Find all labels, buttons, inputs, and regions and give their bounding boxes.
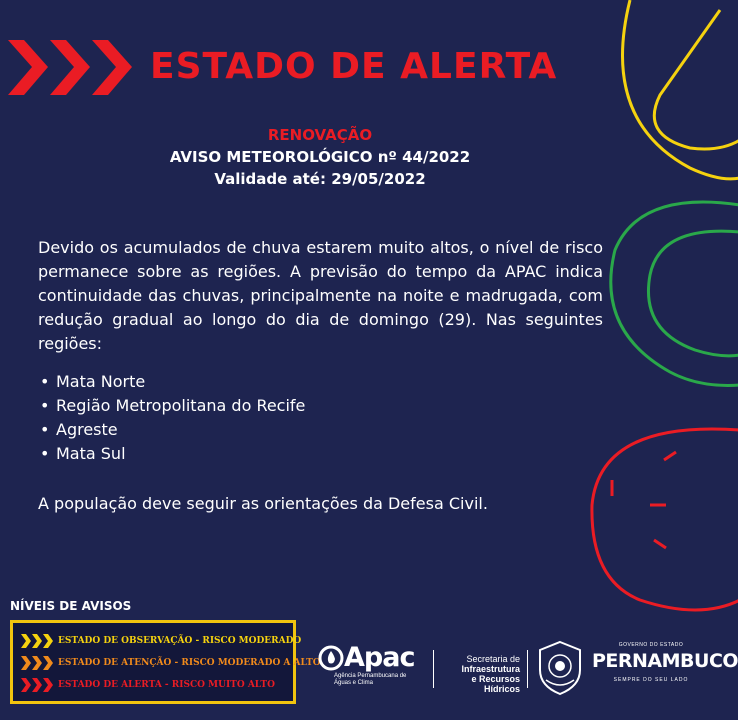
level-attention [21, 655, 321, 671]
list-item: • Região Metropolitana do Recife [38, 394, 603, 418]
secretaria-line-3: e Recursos Hídricos [471, 674, 520, 694]
state-seal-icon [534, 640, 586, 696]
closing-instruction: A população deve seguir as orientações da Defesa Civil. [38, 494, 488, 513]
wind-icon [611, 202, 738, 385]
bulletin-number: AVISO METEOROLÓGICO nº 44/2022 [169, 148, 471, 166]
secretaria-logo [440, 654, 520, 694]
apac-logo [318, 642, 414, 673]
notice-header [0, 124, 640, 190]
triple-chevron-icon [21, 656, 55, 670]
levels-title: NÍVEIS DE AVISOS [10, 599, 132, 613]
list-item: • Agreste [38, 418, 603, 442]
triple-chevron-icon [8, 40, 133, 95]
page-title: ESTADO DE ALERTA [150, 46, 558, 87]
sun-icon [592, 429, 738, 610]
triple-chevron-icon [21, 634, 55, 648]
divider [433, 650, 434, 688]
secretaria-line-1: Secretaria de [466, 654, 520, 664]
list-item: • Mata Norte [38, 370, 603, 394]
renewal-label: RENOVAÇÃO [267, 126, 373, 144]
state-name: PERNAMBUCO [592, 650, 738, 672]
levels-legend [10, 620, 321, 704]
region-list [38, 370, 603, 466]
level-label: ESTADO DE ATENÇÃO - RISCO MODERADO A ALTO [58, 658, 321, 668]
triple-chevron-icon [21, 678, 55, 692]
notice-body [38, 236, 603, 516]
apac-subtitle: Agência Pernambucana de Águas e Clima [334, 673, 407, 686]
state-slogan: SEMPRE DO SEU LADO [613, 677, 689, 683]
list-item: • Mata Sul [38, 442, 603, 466]
secretaria-line-2: Infraestrutura [461, 664, 520, 674]
validity-date: Validade até: 29/05/2022 [214, 170, 426, 188]
level-label: ESTADO DE OBSERVAÇÃO - RISCO MODERADO [58, 636, 302, 646]
government-label: GOVERNO DO ESTADO [618, 642, 684, 648]
level-label: ESTADO DE ALERTA - RISCO MUITO ALTO [58, 680, 275, 690]
divider [527, 650, 528, 688]
apac-drop-icon [318, 645, 344, 671]
level-observation [21, 633, 301, 649]
description-paragraph: Devido os acumulados de chuva estarem muito altos, o nível de risco permanece sobre as regiões. A previsão do tempo da APAC indica continuidade das chuvas, principalmente na noite e madrugada, com redução gradual ao longo do dia de domingo (29). Nas seguintes regiões: [38, 238, 603, 353]
apac-name: Apac [344, 642, 415, 673]
level-alert [21, 677, 275, 693]
